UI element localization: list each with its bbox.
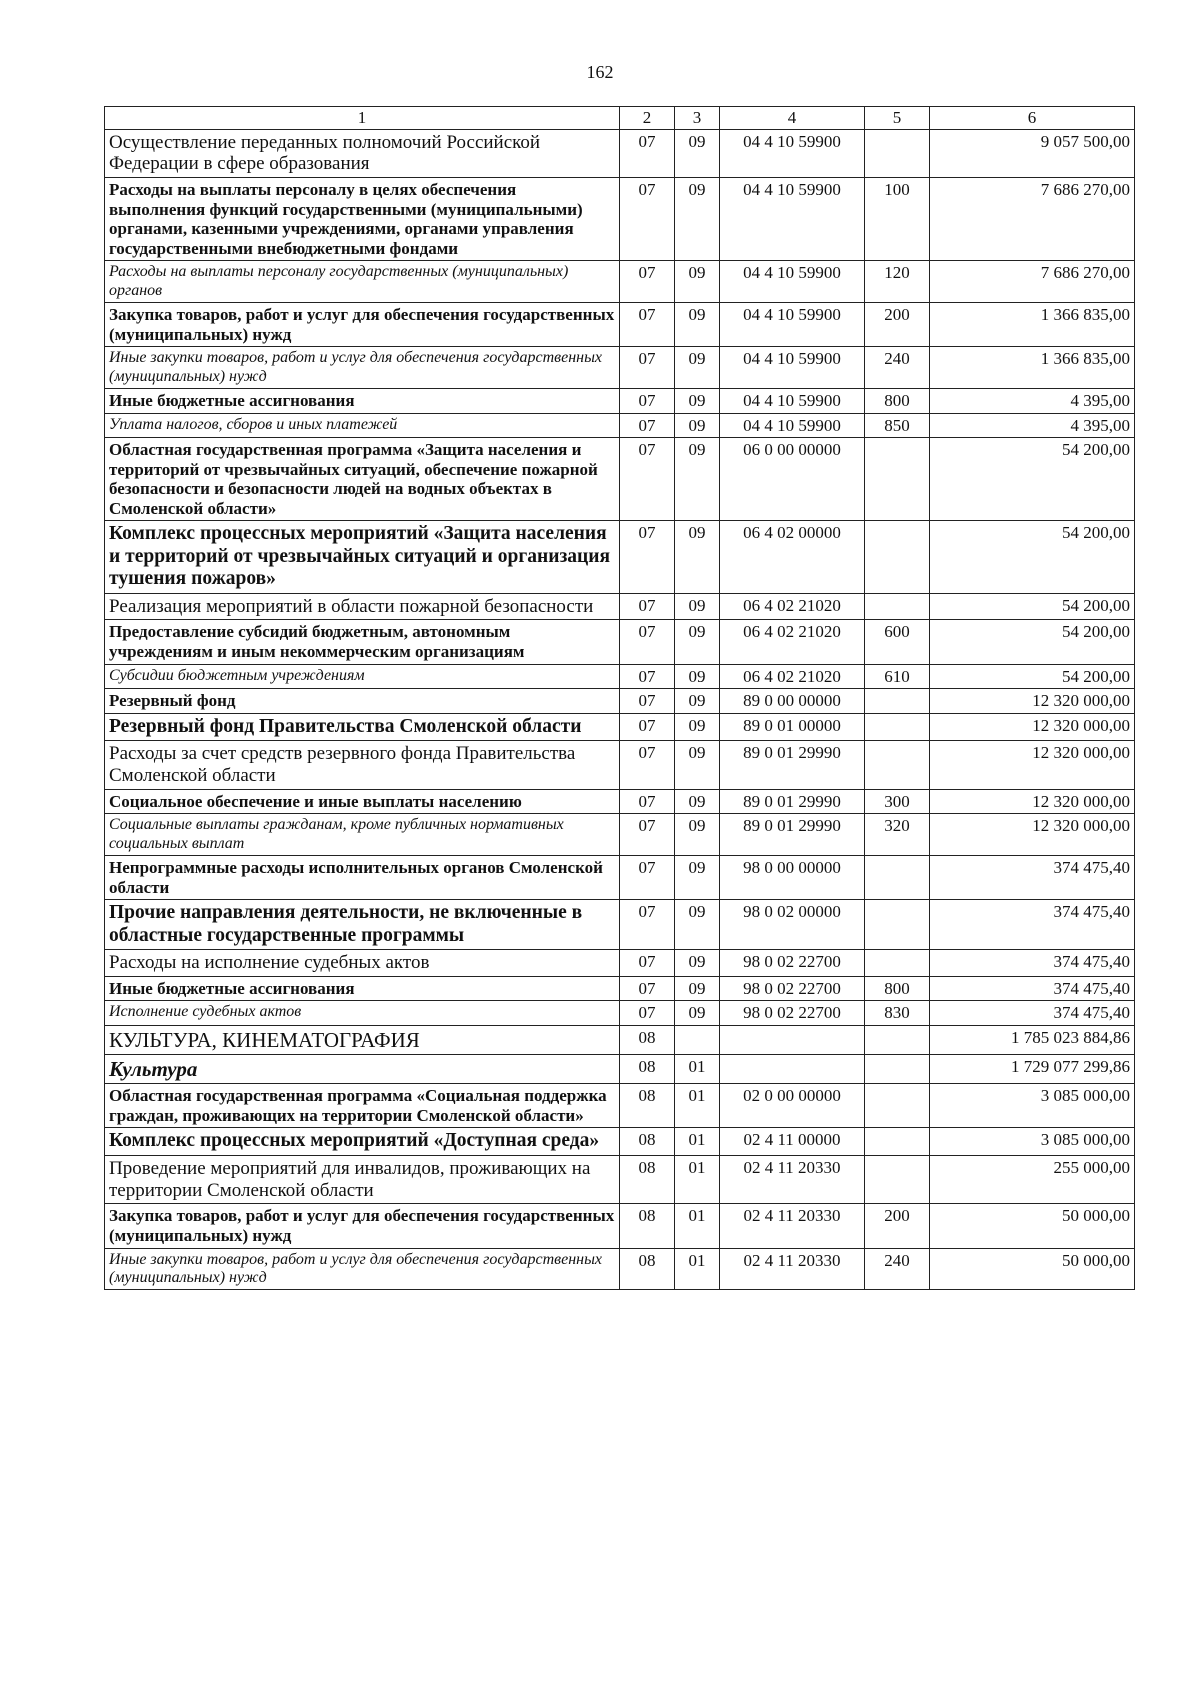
target-article-code: 98 0 02 22700 bbox=[720, 950, 865, 977]
expense-type-code bbox=[865, 1084, 930, 1128]
expense-type-code bbox=[865, 1025, 930, 1054]
expense-type-code bbox=[865, 741, 930, 790]
subsection-code: 09 bbox=[675, 900, 720, 950]
table-row bbox=[105, 950, 1135, 977]
table-row bbox=[105, 900, 1135, 950]
section-code: 08 bbox=[620, 1204, 675, 1248]
subsection-code: 09 bbox=[675, 413, 720, 438]
amount: 54 200,00 bbox=[930, 593, 1135, 620]
item-name: Расходы на исполнение судебных актов bbox=[105, 950, 620, 977]
section-code: 07 bbox=[620, 741, 675, 790]
target-article-code: 04 4 10 59900 bbox=[720, 389, 865, 414]
table-row bbox=[105, 814, 1135, 856]
expense-type-code bbox=[865, 856, 930, 900]
table-row bbox=[105, 593, 1135, 620]
subsection-code: 01 bbox=[675, 1084, 720, 1128]
subsection-code: 09 bbox=[675, 814, 720, 856]
item-name: Социальное обеспечение и иные выплаты населению bbox=[105, 789, 620, 814]
expense-type-code bbox=[865, 900, 930, 950]
subsection-code: 01 bbox=[675, 1055, 720, 1084]
expense-type-code: 100 bbox=[865, 178, 930, 261]
table-row bbox=[105, 261, 1135, 303]
amount: 12 320 000,00 bbox=[930, 814, 1135, 856]
header-row bbox=[105, 107, 1135, 130]
table-row bbox=[105, 976, 1135, 1001]
subsection-code: 09 bbox=[675, 129, 720, 178]
section-code: 07 bbox=[620, 664, 675, 689]
target-article-code bbox=[720, 1055, 865, 1084]
amount: 54 200,00 bbox=[930, 620, 1135, 664]
target-article-code: 98 0 00 00000 bbox=[720, 856, 865, 900]
subsection-code: 09 bbox=[675, 976, 720, 1001]
target-article-code: 06 4 02 21020 bbox=[720, 664, 865, 689]
section-code: 07 bbox=[620, 976, 675, 1001]
column-header: 5 bbox=[865, 107, 930, 130]
subsection-code: 09 bbox=[675, 389, 720, 414]
expense-type-code bbox=[865, 521, 930, 593]
subsection-code: 09 bbox=[675, 593, 720, 620]
amount: 374 475,40 bbox=[930, 856, 1135, 900]
subsection-code: 09 bbox=[675, 261, 720, 303]
column-header: 3 bbox=[675, 107, 720, 130]
subsection-code: 09 bbox=[675, 856, 720, 900]
section-code: 08 bbox=[620, 1055, 675, 1084]
table-row bbox=[105, 347, 1135, 389]
subsection-code: 09 bbox=[675, 347, 720, 389]
table-row bbox=[105, 438, 1135, 521]
subsection-code: 09 bbox=[675, 620, 720, 664]
expense-type-code: 850 bbox=[865, 413, 930, 438]
target-article-code: 02 0 00 00000 bbox=[720, 1084, 865, 1128]
amount: 255 000,00 bbox=[930, 1155, 1135, 1204]
expense-type-code: 800 bbox=[865, 389, 930, 414]
amount: 9 057 500,00 bbox=[930, 129, 1135, 178]
section-code: 08 bbox=[620, 1025, 675, 1054]
section-code: 07 bbox=[620, 389, 675, 414]
table-row bbox=[105, 178, 1135, 261]
table-row bbox=[105, 303, 1135, 347]
item-name: Непрограммные расходы исполнительных органов Смоленской области bbox=[105, 856, 620, 900]
subsection-code: 09 bbox=[675, 303, 720, 347]
target-article-code: 02 4 11 00000 bbox=[720, 1128, 865, 1155]
item-name: Иные закупки товаров, работ и услуг для обеспечения государственных (муниципальных) нужд bbox=[105, 347, 620, 389]
section-code: 07 bbox=[620, 950, 675, 977]
table-row bbox=[105, 856, 1135, 900]
target-article-code: 02 4 11 20330 bbox=[720, 1155, 865, 1204]
expense-type-code: 600 bbox=[865, 620, 930, 664]
item-name: Расходы на выплаты персоналу в целях обеспечения выполнения функций государственными (муниципальными) органами, казенными учреждениями, органами управления государственными внебюджетными фондами bbox=[105, 178, 620, 261]
expense-type-code bbox=[865, 129, 930, 178]
amount: 1 366 835,00 bbox=[930, 303, 1135, 347]
section-code: 07 bbox=[620, 900, 675, 950]
section-code: 07 bbox=[620, 413, 675, 438]
section-code: 07 bbox=[620, 347, 675, 389]
table-row bbox=[105, 129, 1135, 178]
subsection-code: 09 bbox=[675, 438, 720, 521]
section-code: 07 bbox=[620, 689, 675, 714]
section-code: 08 bbox=[620, 1128, 675, 1155]
subsection-code: 01 bbox=[675, 1248, 720, 1290]
subsection-code: 09 bbox=[675, 741, 720, 790]
item-name: Расходы на выплаты персоналу государственных (муниципальных) органов bbox=[105, 261, 620, 303]
item-name: Предоставление субсидий бюджетным, автономным учреждениям и иным некоммерческим организациям bbox=[105, 620, 620, 664]
item-name: Иные бюджетные ассигнования bbox=[105, 976, 620, 1001]
section-code: 07 bbox=[620, 261, 675, 303]
section-code: 08 bbox=[620, 1155, 675, 1204]
amount: 3 085 000,00 bbox=[930, 1128, 1135, 1155]
subsection-code: 09 bbox=[675, 789, 720, 814]
section-code: 07 bbox=[620, 814, 675, 856]
target-article-code: 02 4 11 20330 bbox=[720, 1248, 865, 1290]
expense-type-code bbox=[865, 593, 930, 620]
item-name: Расходы за счет средств резервного фонда Правительства Смоленской области bbox=[105, 741, 620, 790]
amount: 1 785 023 884,86 bbox=[930, 1025, 1135, 1054]
amount: 12 320 000,00 bbox=[930, 689, 1135, 714]
table-row bbox=[105, 1055, 1135, 1084]
item-name: Резервный фонд bbox=[105, 689, 620, 714]
section-code: 07 bbox=[620, 789, 675, 814]
table-row bbox=[105, 689, 1135, 714]
amount: 7 686 270,00 bbox=[930, 261, 1135, 303]
table-row bbox=[105, 713, 1135, 740]
amount: 4 395,00 bbox=[930, 389, 1135, 414]
target-article-code: 04 4 10 59900 bbox=[720, 261, 865, 303]
table-row bbox=[105, 1248, 1135, 1290]
item-name: Социальные выплаты гражданам, кроме публичных нормативных социальных выплат bbox=[105, 814, 620, 856]
target-article-code: 98 0 02 00000 bbox=[720, 900, 865, 950]
expense-type-code: 610 bbox=[865, 664, 930, 689]
column-header: 6 bbox=[930, 107, 1135, 130]
amount: 54 200,00 bbox=[930, 438, 1135, 521]
table-row bbox=[105, 1025, 1135, 1054]
expense-type-code: 240 bbox=[865, 1248, 930, 1290]
column-header: 4 bbox=[720, 107, 865, 130]
item-name: Культура bbox=[105, 1055, 620, 1084]
section-code: 07 bbox=[620, 438, 675, 521]
target-article-code: 04 4 10 59900 bbox=[720, 129, 865, 178]
table-row bbox=[105, 664, 1135, 689]
subsection-code: 01 bbox=[675, 1155, 720, 1204]
item-name: Исполнение судебных актов bbox=[105, 1001, 620, 1026]
section-code: 07 bbox=[620, 620, 675, 664]
amount: 12 320 000,00 bbox=[930, 789, 1135, 814]
table-row bbox=[105, 1084, 1135, 1128]
subsection-code: 01 bbox=[675, 1128, 720, 1155]
table-row bbox=[105, 1204, 1135, 1248]
target-article-code: 06 4 02 21020 bbox=[720, 620, 865, 664]
amount: 50 000,00 bbox=[930, 1248, 1135, 1290]
section-code: 08 bbox=[620, 1248, 675, 1290]
item-name: Реализация мероприятий в области пожарной безопасности bbox=[105, 593, 620, 620]
column-header: 2 bbox=[620, 107, 675, 130]
target-article-code: 04 4 10 59900 bbox=[720, 303, 865, 347]
expense-type-code bbox=[865, 950, 930, 977]
target-article-code: 02 4 11 20330 bbox=[720, 1204, 865, 1248]
target-article-code: 89 0 01 00000 bbox=[720, 713, 865, 740]
table-row bbox=[105, 413, 1135, 438]
target-article-code: 06 4 02 21020 bbox=[720, 593, 865, 620]
subsection-code: 09 bbox=[675, 713, 720, 740]
item-name: Комплекс процессных мероприятий «Доступная среда» bbox=[105, 1128, 620, 1155]
amount: 374 475,40 bbox=[930, 1001, 1135, 1026]
item-name: Областная государственная программа «Защита населения и территорий от чрезвычайных ситуаций, обеспечение пожарной безопасности и безопасности людей на водных объектах в Смоленской области» bbox=[105, 438, 620, 521]
amount: 374 475,40 bbox=[930, 900, 1135, 950]
target-article-code: 89 0 01 29990 bbox=[720, 814, 865, 856]
expense-type-code: 200 bbox=[865, 1204, 930, 1248]
expense-type-code: 200 bbox=[865, 303, 930, 347]
target-article-code: 89 0 00 00000 bbox=[720, 689, 865, 714]
section-code: 07 bbox=[620, 1001, 675, 1026]
column-header: 1 bbox=[105, 107, 620, 130]
section-code: 07 bbox=[620, 856, 675, 900]
expense-type-code bbox=[865, 689, 930, 714]
subsection-code bbox=[675, 1025, 720, 1054]
expense-type-code bbox=[865, 438, 930, 521]
budget-table bbox=[104, 106, 1135, 1290]
item-name: Прочие направления деятельности, не включенные в областные государственные программы bbox=[105, 900, 620, 950]
section-code: 07 bbox=[620, 713, 675, 740]
section-code: 07 bbox=[620, 593, 675, 620]
expense-type-code: 120 bbox=[865, 261, 930, 303]
amount: 3 085 000,00 bbox=[930, 1084, 1135, 1128]
table-row bbox=[105, 620, 1135, 664]
section-code: 07 bbox=[620, 521, 675, 593]
target-article-code: 04 4 10 59900 bbox=[720, 413, 865, 438]
target-article-code: 89 0 01 29990 bbox=[720, 741, 865, 790]
item-name: Уплата налогов, сборов и иных платежей bbox=[105, 413, 620, 438]
subsection-code: 09 bbox=[675, 178, 720, 261]
target-article-code: 04 4 10 59900 bbox=[720, 178, 865, 261]
item-name: КУЛЬТУРА, КИНЕМАТОГРАФИЯ bbox=[105, 1025, 620, 1054]
amount: 1 366 835,00 bbox=[930, 347, 1135, 389]
amount: 54 200,00 bbox=[930, 664, 1135, 689]
expense-type-code: 800 bbox=[865, 976, 930, 1001]
amount: 7 686 270,00 bbox=[930, 178, 1135, 261]
target-article-code bbox=[720, 1025, 865, 1054]
table-row bbox=[105, 789, 1135, 814]
expense-type-code: 240 bbox=[865, 347, 930, 389]
amount: 54 200,00 bbox=[930, 521, 1135, 593]
subsection-code: 09 bbox=[675, 521, 720, 593]
expense-type-code bbox=[865, 1128, 930, 1155]
amount: 12 320 000,00 bbox=[930, 713, 1135, 740]
page-number: 162 bbox=[586, 62, 614, 82]
subsection-code: 09 bbox=[675, 1001, 720, 1026]
subsection-code: 09 bbox=[675, 664, 720, 689]
expense-type-code: 300 bbox=[865, 789, 930, 814]
expense-type-code bbox=[865, 1155, 930, 1204]
table-row bbox=[105, 1128, 1135, 1155]
expense-type-code: 830 bbox=[865, 1001, 930, 1026]
item-name: Субсидии бюджетным учреждениям bbox=[105, 664, 620, 689]
section-code: 07 bbox=[620, 178, 675, 261]
amount: 1 729 077 299,86 bbox=[930, 1055, 1135, 1084]
item-name: Осуществление переданных полномочий Российской Федерации в сфере образования bbox=[105, 129, 620, 178]
subsection-code: 01 bbox=[675, 1204, 720, 1248]
target-article-code: 06 0 00 00000 bbox=[720, 438, 865, 521]
target-article-code: 98 0 02 22700 bbox=[720, 976, 865, 1001]
amount: 374 475,40 bbox=[930, 950, 1135, 977]
table-row bbox=[105, 1155, 1135, 1204]
target-article-code: 98 0 02 22700 bbox=[720, 1001, 865, 1026]
section-code: 07 bbox=[620, 129, 675, 178]
subsection-code: 09 bbox=[675, 950, 720, 977]
item-name: Закупка товаров, работ и услуг для обеспечения государственных (муниципальных) нужд bbox=[105, 303, 620, 347]
subsection-code: 09 bbox=[675, 689, 720, 714]
expense-type-code bbox=[865, 713, 930, 740]
item-name: Комплекс процессных мероприятий «Защита населения и территорий от чрезвычайных ситуаций и организация тушения пожаров» bbox=[105, 521, 620, 593]
target-article-code: 89 0 01 29990 bbox=[720, 789, 865, 814]
table-row bbox=[105, 741, 1135, 790]
item-name: Проведение мероприятий для инвалидов, проживающих на территории Смоленской области bbox=[105, 1155, 620, 1204]
item-name: Иные бюджетные ассигнования bbox=[105, 389, 620, 414]
item-name: Закупка товаров, работ и услуг для обеспечения государственных (муниципальных) нужд bbox=[105, 1204, 620, 1248]
item-name: Областная государственная программа «Социальная поддержка граждан, проживающих на территории Смоленской области» bbox=[105, 1084, 620, 1128]
amount: 50 000,00 bbox=[930, 1204, 1135, 1248]
target-article-code: 04 4 10 59900 bbox=[720, 347, 865, 389]
item-name: Иные закупки товаров, работ и услуг для обеспечения государственных (муниципальных) нужд bbox=[105, 1248, 620, 1290]
section-code: 07 bbox=[620, 303, 675, 347]
target-article-code: 06 4 02 00000 bbox=[720, 521, 865, 593]
expense-type-code: 320 bbox=[865, 814, 930, 856]
amount: 12 320 000,00 bbox=[930, 741, 1135, 790]
table-row bbox=[105, 521, 1135, 593]
expense-type-code bbox=[865, 1055, 930, 1084]
table-row bbox=[105, 389, 1135, 414]
table-row bbox=[105, 1001, 1135, 1026]
item-name: Резервный фонд Правительства Смоленской области bbox=[105, 713, 620, 740]
amount: 374 475,40 bbox=[930, 976, 1135, 1001]
section-code: 08 bbox=[620, 1084, 675, 1128]
amount: 4 395,00 bbox=[930, 413, 1135, 438]
